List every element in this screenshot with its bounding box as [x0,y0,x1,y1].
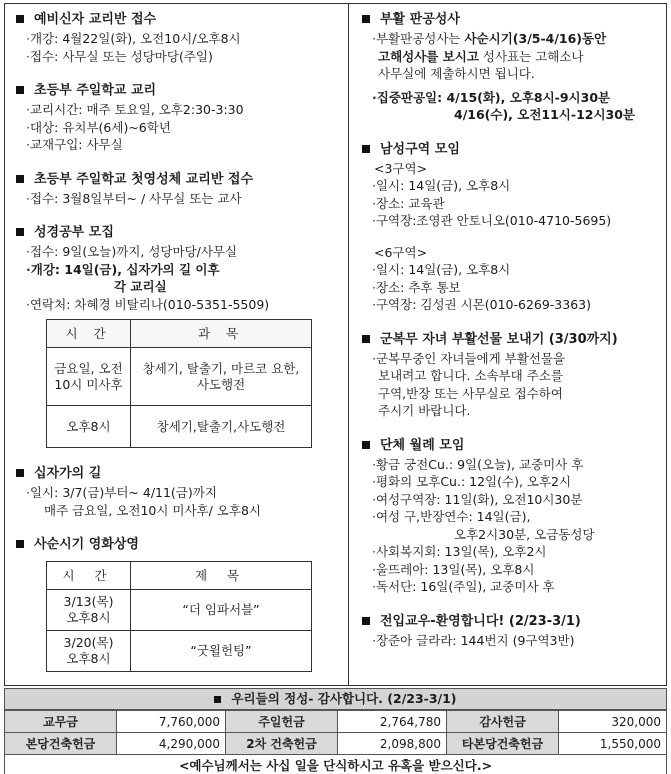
info-line: ·접수: 9일(오늘)까지, 성당마당/사무실 [26,244,238,259]
square-bullet-icon [362,335,370,343]
table-row [47,406,312,448]
info-line: ·독서단: 16일(주일), 교중미사 후 [372,579,555,594]
movie-table [46,561,312,672]
info-line: ·평화의 모후Cu.: 12일(수), 오후2시 [372,474,572,489]
offering-label: 주일헌금 [226,711,338,733]
table-cell: 창세기, 탈출기, 마르코 요한, 사도행전 [131,348,312,406]
info-line: ·교리시간: 매주 토요일, 오후2:30-3:30 [26,102,244,117]
square-bullet-icon [214,696,221,703]
info-line: 보내려고 합니다. 소속부대 주소를 [378,368,563,383]
info-line: 구역,반장 또는 사무실로 접수하여 [378,385,563,401]
table-cell: 창세기,탈출기,사도행전 [131,406,312,448]
info-line: 고해성사를 보시고 성사표는 고해소나 [378,48,584,64]
military-gift-section [360,330,662,420]
square-bullet-icon [16,86,24,94]
section-title: 성경공부 모집 [14,223,342,243]
stations-section [14,464,342,519]
table-cell: 3/13(목) 오후8시 [47,590,131,631]
first-communion-section [14,170,342,208]
section-title: 단체 월례 모임 [360,436,662,456]
section-title: 십자가의 길 [14,464,342,484]
info-line: 오후2시30분, 오금동성당 [454,526,595,542]
square-bullet-icon [16,228,24,236]
offering-value: 320,000 [559,711,667,733]
info-line: ·여성구역장: 11일(화), 오전10시30분 [372,491,583,507]
info-line: 매주 금요일, 오전10시 미사후/ 오후8시 [44,502,261,518]
info-line: ·구역장:조영관 안토니오(010-4710-5695) [372,213,612,228]
square-bullet-icon [16,540,24,548]
table-header: 과 목 [131,320,312,348]
thanks-title: 우리들의 정성- 감사합니다. (2/23-3/1) [4,688,667,710]
section-title: 남성구역 모임 [360,140,662,160]
right-column [360,10,662,665]
info-line: ·개강: 14일(금), 십자가의 길 이후 [26,261,220,277]
info-line: ·군복무중인 자녀들에게 부활선물을 [372,350,566,366]
men-district-section [360,140,662,314]
table-row [47,631,312,672]
table-row [5,733,667,755]
table-header: 제 목 [131,562,312,590]
column-divider [348,3,349,686]
info-line: ·대상: 유치부(6세)~6학년 [26,119,171,135]
info-line: 각 교리실 [114,279,167,294]
square-bullet-icon [362,145,370,153]
offering-value: 1,550,000 [559,733,667,755]
info-line: ·집중판공일: 4/15(화), 오후8시-9시30분 [372,89,611,105]
info-line: ·여성 구,반장연수: 14일(금), [372,509,531,524]
info-line: ·울뜨레아: 13일(목), 오후8시 [372,561,535,577]
info-line: 사무실에 제출하시면 됩니다. [378,66,535,81]
group-name: <3구역> [374,160,428,176]
offering-value: 7,760,000 [117,711,226,733]
info-line: ·사회복지회: 13일(목), 오후2시 [372,544,547,559]
info-line: ·일시: 14일(금), 오후8시 [372,262,511,277]
info-line: ·개강: 4월22일(화), 오전10시/오후8시 [26,31,241,46]
table-header: 시 간 [47,320,131,348]
square-bullet-icon [362,441,370,449]
confession-section [360,10,662,124]
bible-study-section [14,223,342,448]
table-row [5,711,667,733]
section-title: 사순시기 영화상영 [14,535,342,555]
offering-footer [4,688,667,774]
info-line: ·부활판공성사는 사순시기(3/5-4/16)동안 [372,31,607,46]
section-title: 부활 판공성사 [360,10,662,30]
square-bullet-icon [362,15,370,23]
square-bullet-icon [16,469,24,477]
left-column [14,10,342,688]
info-line: 주시기 바랍니다. [378,403,471,418]
table-header: 시 간 [47,562,131,590]
offering-label: 2차 건축헌금 [226,733,338,755]
info-line: ·황금 궁전Cu.: 9일(오늘), 교중미사 후 [372,456,584,472]
offering-label: 감사헌금 [447,711,559,733]
info-line: ·일시: 14일(금), 오후8시 [372,178,511,193]
table-cell: 3/20(목) 오후8시 [47,631,131,672]
square-bullet-icon [16,175,24,183]
table-cell: “더 임파서블” [131,590,312,631]
info-line: ·연락처: 차혜경 비탈리나(010-5351-5509) [26,296,270,312]
section-title: 예비신자 교리반 접수 [14,10,342,30]
lent-movie-section [14,535,342,672]
sunday-school-section [14,81,342,154]
table-row [47,348,312,406]
offering-label: 타본당건축헌금 [447,733,559,755]
offering-label: 본당건축헌금 [5,733,117,755]
info-line: ·장준아 글라라: 144번지 (9구역3반) [372,632,575,648]
offering-label: 교무금 [5,711,117,733]
group-meetings-section [360,436,662,596]
offering-value: 2,098,800 [338,733,447,755]
table-cell: “굿윌헌팅” [131,631,312,672]
offering-value: 4,290,000 [117,733,226,755]
info-line: 4/16(수), 오전11시-12시30분 [454,107,636,122]
section-title: 초등부 주일학교 첫영성체 교리반 접수 [14,170,342,190]
table-cell: 금요일, 오전10시 미사후 [47,348,131,406]
info-line: ·접수: 3월8일부터~ / 사무실 또는 교사 [26,190,242,206]
info-line: ·장소: 추후 통보 [372,279,461,295]
section-title: 군복무 자녀 부활선물 보내기 (3/30까지) [360,330,662,350]
group-name: <6구역> [374,244,428,260]
offering-value: 2,764,780 [338,711,447,733]
table-row [47,590,312,631]
section-title: 초등부 주일학교 교리 [14,81,342,101]
section-title: 전입교우-환영합니다! (2/23-3/1) [360,612,662,632]
square-bullet-icon [362,617,370,625]
table-cell: 오후8시 [47,406,131,448]
info-line: ·교재구입: 사무실 [26,137,123,152]
bible-study-table [46,319,312,448]
info-line: ·일시: 3/7(금)부터~ 4/11(금)까지 [26,485,217,500]
offering-table [4,710,667,755]
info-line: ·장소: 교육관 [372,195,445,211]
square-bullet-icon [16,15,24,23]
transfer-section [360,612,662,650]
catechumen-section [14,10,342,65]
info-line: ·접수: 사무실 또는 성당마당(주일) [26,48,213,64]
gospel-motto: <예수님께서는 사십 일을 단식하시고 유혹을 받으신다.> [4,755,667,774]
info-line: ·구역장: 김성권 시몬(010-6269-3363) [372,297,591,312]
